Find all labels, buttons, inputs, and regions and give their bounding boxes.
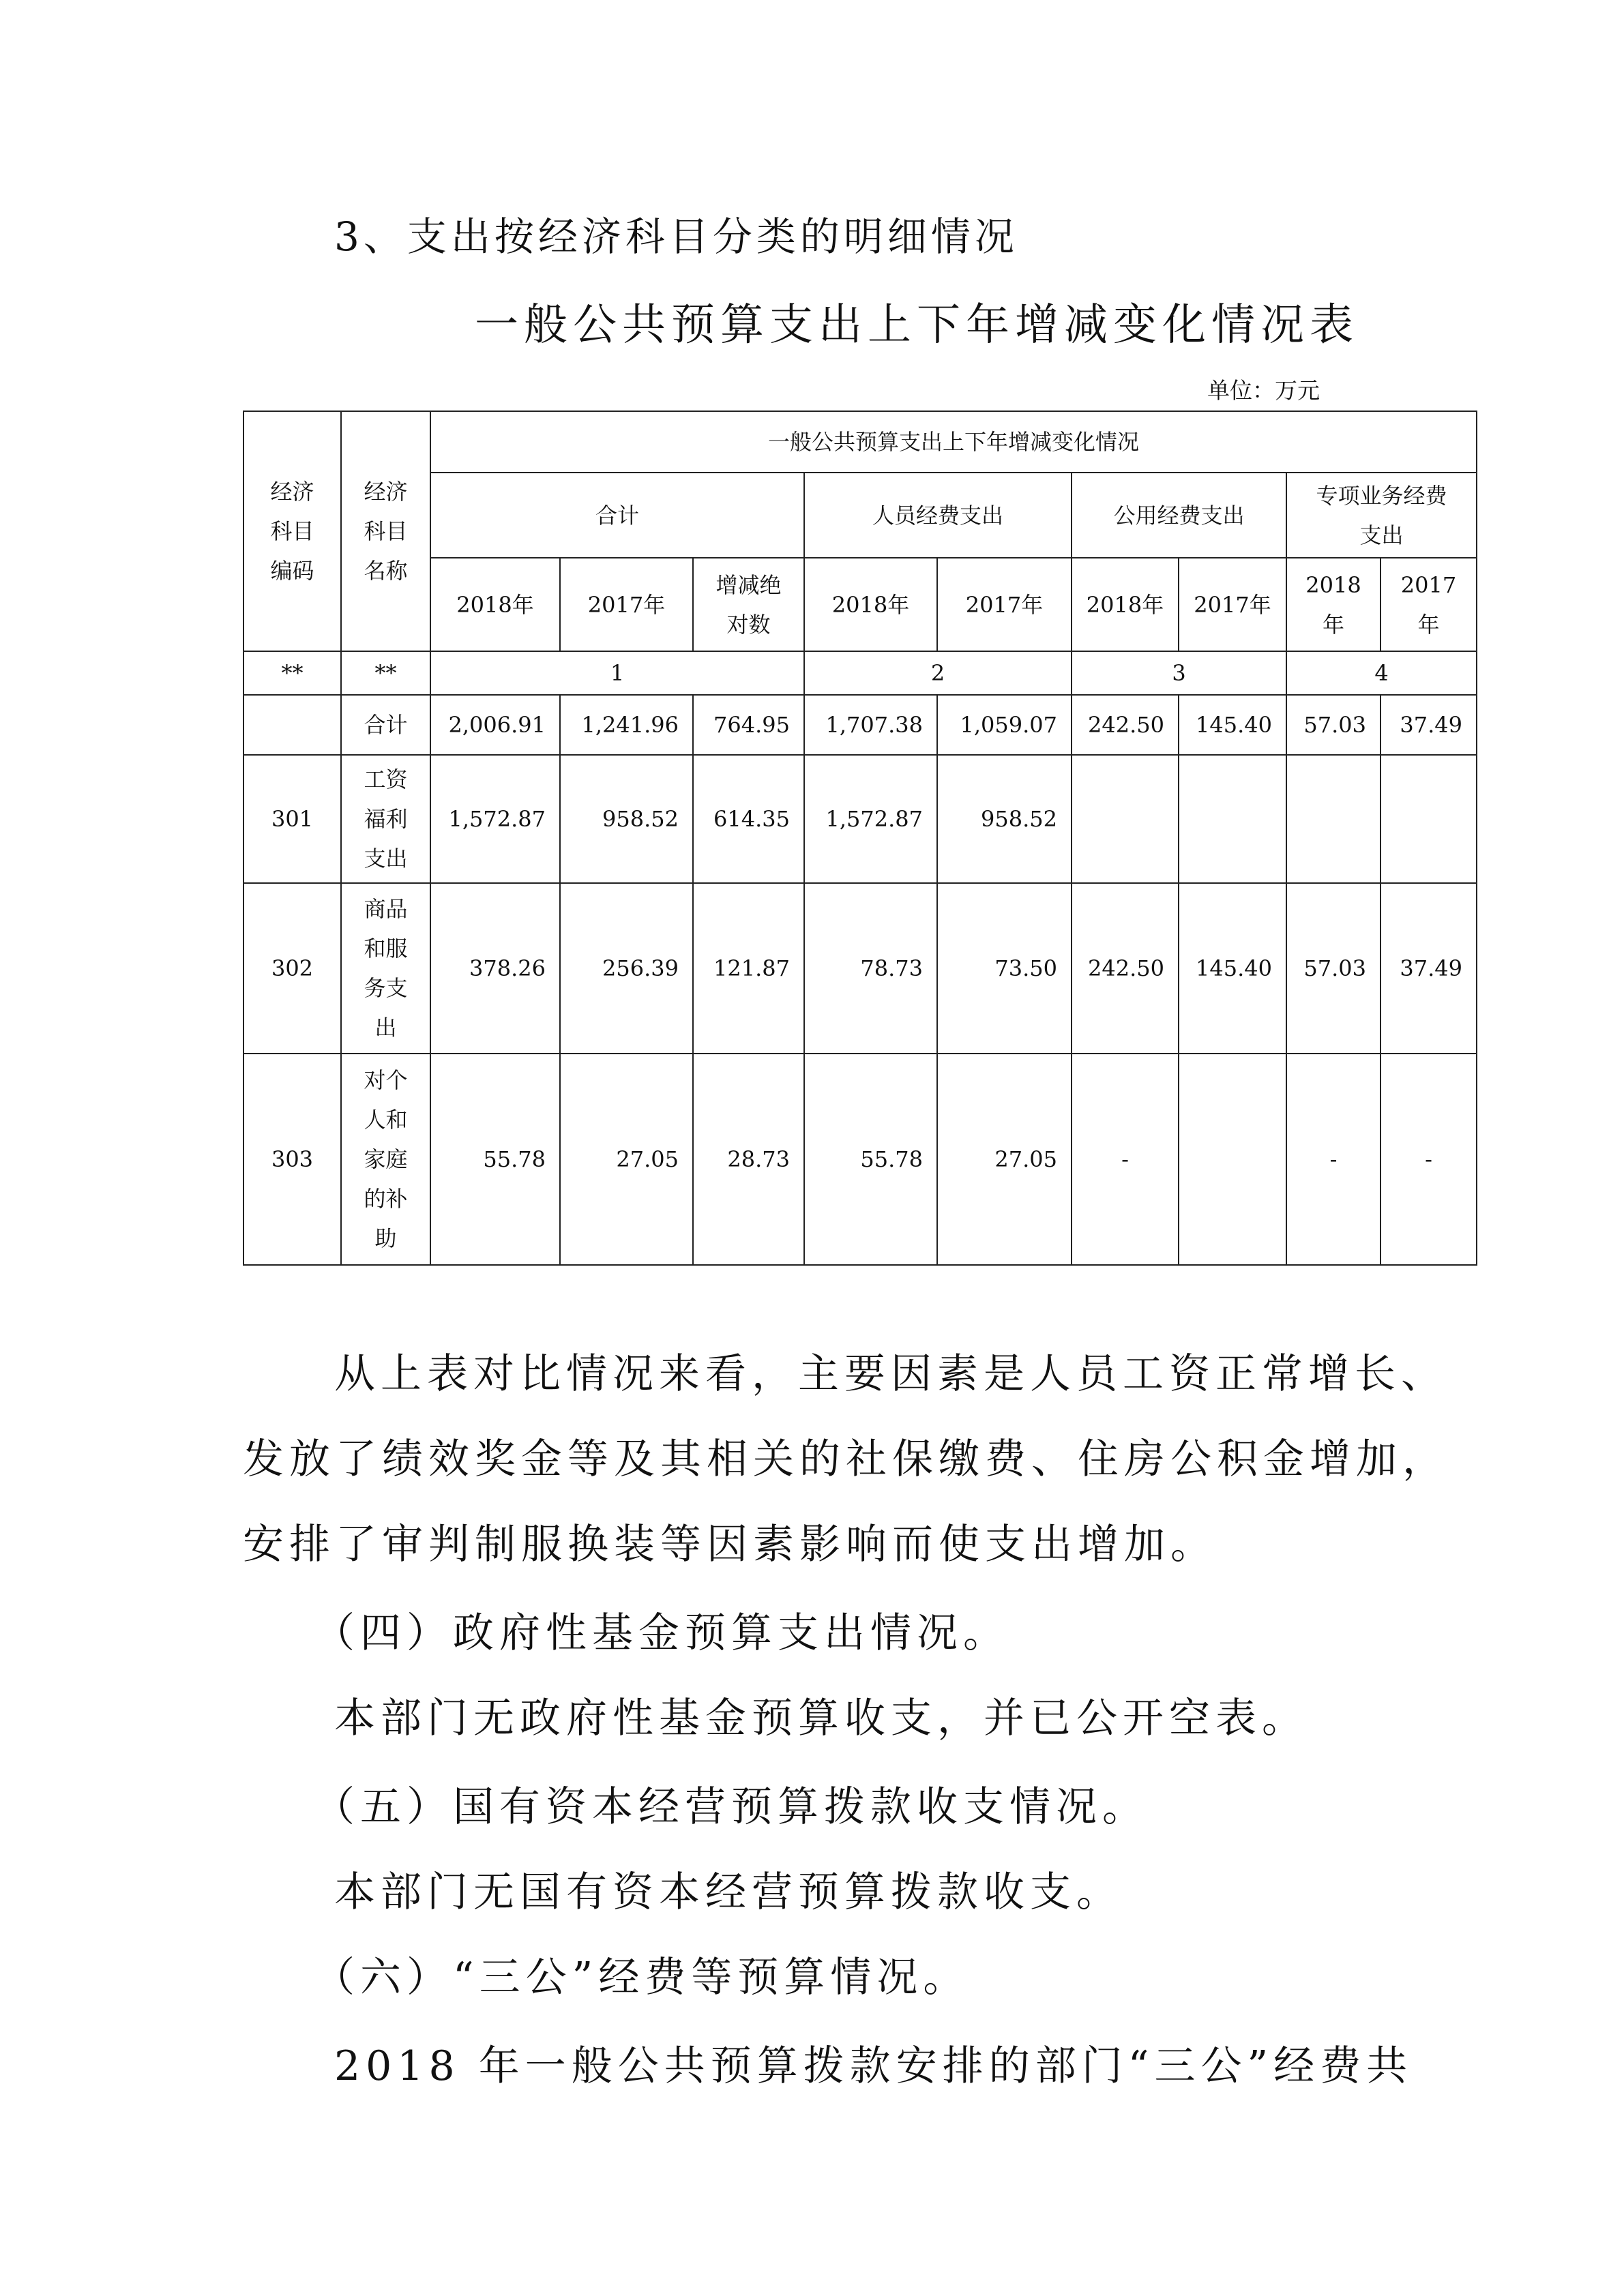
table-row bbox=[243, 755, 1477, 883]
value-cell: 57.03 bbox=[1286, 695, 1381, 755]
value-cell: 73.50 bbox=[937, 883, 1072, 1054]
code-cell: 302 bbox=[243, 883, 341, 1054]
index-cell: ** bbox=[243, 651, 341, 695]
name-cell: 合计 bbox=[341, 695, 430, 755]
table-row bbox=[243, 1054, 1477, 1265]
name-cell: 对个 人和 家庭 的补 助 bbox=[341, 1054, 430, 1265]
index-row bbox=[243, 651, 1477, 695]
header-special: 专项业务经费 支出 bbox=[1286, 473, 1477, 558]
unit-label: 单位：万元 bbox=[1207, 377, 1320, 404]
index-cell: 4 bbox=[1286, 651, 1477, 695]
value-cell: 145.40 bbox=[1179, 695, 1286, 755]
budget-change-table bbox=[243, 411, 1477, 1266]
table-row bbox=[243, 695, 1477, 755]
value-cell: 378.26 bbox=[430, 883, 560, 1054]
value-cell: 121.87 bbox=[693, 883, 804, 1054]
table-row bbox=[243, 883, 1477, 1054]
code-cell: 301 bbox=[243, 755, 341, 883]
value-cell: 2,006.91 bbox=[430, 695, 560, 755]
value-cell bbox=[1286, 755, 1381, 883]
value-cell bbox=[1179, 755, 1286, 883]
value-cell: 1,241.96 bbox=[560, 695, 693, 755]
value-cell: 55.78 bbox=[430, 1054, 560, 1265]
index-cell: 3 bbox=[1072, 651, 1286, 695]
value-cell: 37.49 bbox=[1381, 883, 1477, 1054]
value-cell: 242.50 bbox=[1072, 695, 1179, 755]
analysis-paragraph-line-3: 安排了审判制服换装等因素影响而使支出增加。 bbox=[243, 1521, 1217, 1568]
value-cell: 27.05 bbox=[560, 1054, 693, 1265]
header-total: 合计 bbox=[430, 473, 804, 558]
value-cell: 256.39 bbox=[560, 883, 693, 1054]
section-heading: 3、支出按经济科目分类的明细情况 bbox=[334, 213, 1018, 260]
value-cell: 28.73 bbox=[693, 1054, 804, 1265]
header-special-2017: 2017 年 bbox=[1381, 558, 1477, 651]
value-cell: - bbox=[1286, 1054, 1381, 1265]
value-cell: 764.95 bbox=[693, 695, 804, 755]
index-cell: 1 bbox=[430, 651, 804, 695]
value-cell: 1,059.07 bbox=[937, 695, 1072, 755]
section-four-heading: （四）政府性基金预算支出情况。 bbox=[314, 1609, 1009, 1657]
value-cell bbox=[1179, 1054, 1286, 1265]
value-cell: 958.52 bbox=[560, 755, 693, 883]
value-cell: 57.03 bbox=[1286, 883, 1381, 1054]
section-five-heading: （五）国有资本经营预算拨款收支情况。 bbox=[314, 1783, 1149, 1831]
value-cell: 1,572.87 bbox=[804, 755, 937, 883]
value-cell: - bbox=[1381, 1054, 1477, 1265]
value-cell: 145.40 bbox=[1179, 883, 1286, 1054]
value-cell: 614.35 bbox=[693, 755, 804, 883]
section-five-body: 本部门无国有资本经营预算拨款收支。 bbox=[334, 1868, 1123, 1916]
table-title: 一般公共预算支出上下年增减变化情况表 bbox=[475, 300, 1359, 351]
header-total-2017: 2017年 bbox=[560, 558, 693, 651]
value-cell: 1,572.87 bbox=[430, 755, 560, 883]
header-public: 公用经费支出 bbox=[1072, 473, 1286, 558]
header-total-2018: 2018年 bbox=[430, 558, 560, 651]
header-personnel-2018: 2018年 bbox=[804, 558, 937, 651]
value-cell: - bbox=[1072, 1054, 1179, 1265]
section-four-body: 本部门无政府性基金预算收支，并已公开空表。 bbox=[334, 1695, 1308, 1742]
value-cell: 1,707.38 bbox=[804, 695, 937, 755]
index-cell: ** bbox=[341, 651, 430, 695]
analysis-paragraph-line-1: 从上表对比情况来看，主要因素是人员工资正常增长、 bbox=[334, 1350, 1447, 1398]
header-group: 一般公共预算支出上下年增减变化情况 bbox=[430, 411, 1477, 473]
value-cell: 78.73 bbox=[804, 883, 937, 1054]
index-cell: 2 bbox=[804, 651, 1072, 695]
header-personnel-2017: 2017年 bbox=[937, 558, 1072, 651]
header-special-2018: 2018 年 bbox=[1286, 558, 1381, 651]
header-personnel: 人员经费支出 bbox=[804, 473, 1072, 558]
code-cell: 303 bbox=[243, 1054, 341, 1265]
value-cell: 55.78 bbox=[804, 1054, 937, 1265]
header-public-2017: 2017年 bbox=[1179, 558, 1286, 651]
analysis-paragraph-line-2: 发放了绩效奖金等及其相关的社保缴费、住房公积金增加， bbox=[243, 1435, 1449, 1483]
name-cell: 工资 福利 支出 bbox=[341, 755, 430, 883]
value-cell bbox=[1072, 755, 1179, 883]
header-diff: 增减绝 对数 bbox=[693, 558, 804, 651]
section-six-heading: （六）“三公”经费等预算情况。 bbox=[314, 1954, 970, 2001]
header-code-cell: 经济 科目 编码 bbox=[243, 411, 341, 651]
code-cell bbox=[243, 695, 341, 755]
section-six-body: 2018 年一般公共预算拨款安排的部门“三公”经费共 bbox=[334, 2042, 1413, 2090]
header-name-cell: 经济 科目 名称 bbox=[341, 411, 430, 651]
header-public-2018: 2018年 bbox=[1072, 558, 1179, 651]
name-cell: 商品 和服 务支 出 bbox=[341, 883, 430, 1054]
value-cell bbox=[1381, 755, 1477, 883]
value-cell: 37.49 bbox=[1381, 695, 1477, 755]
value-cell: 242.50 bbox=[1072, 883, 1179, 1054]
value-cell: 27.05 bbox=[937, 1054, 1072, 1265]
value-cell: 958.52 bbox=[937, 755, 1072, 883]
